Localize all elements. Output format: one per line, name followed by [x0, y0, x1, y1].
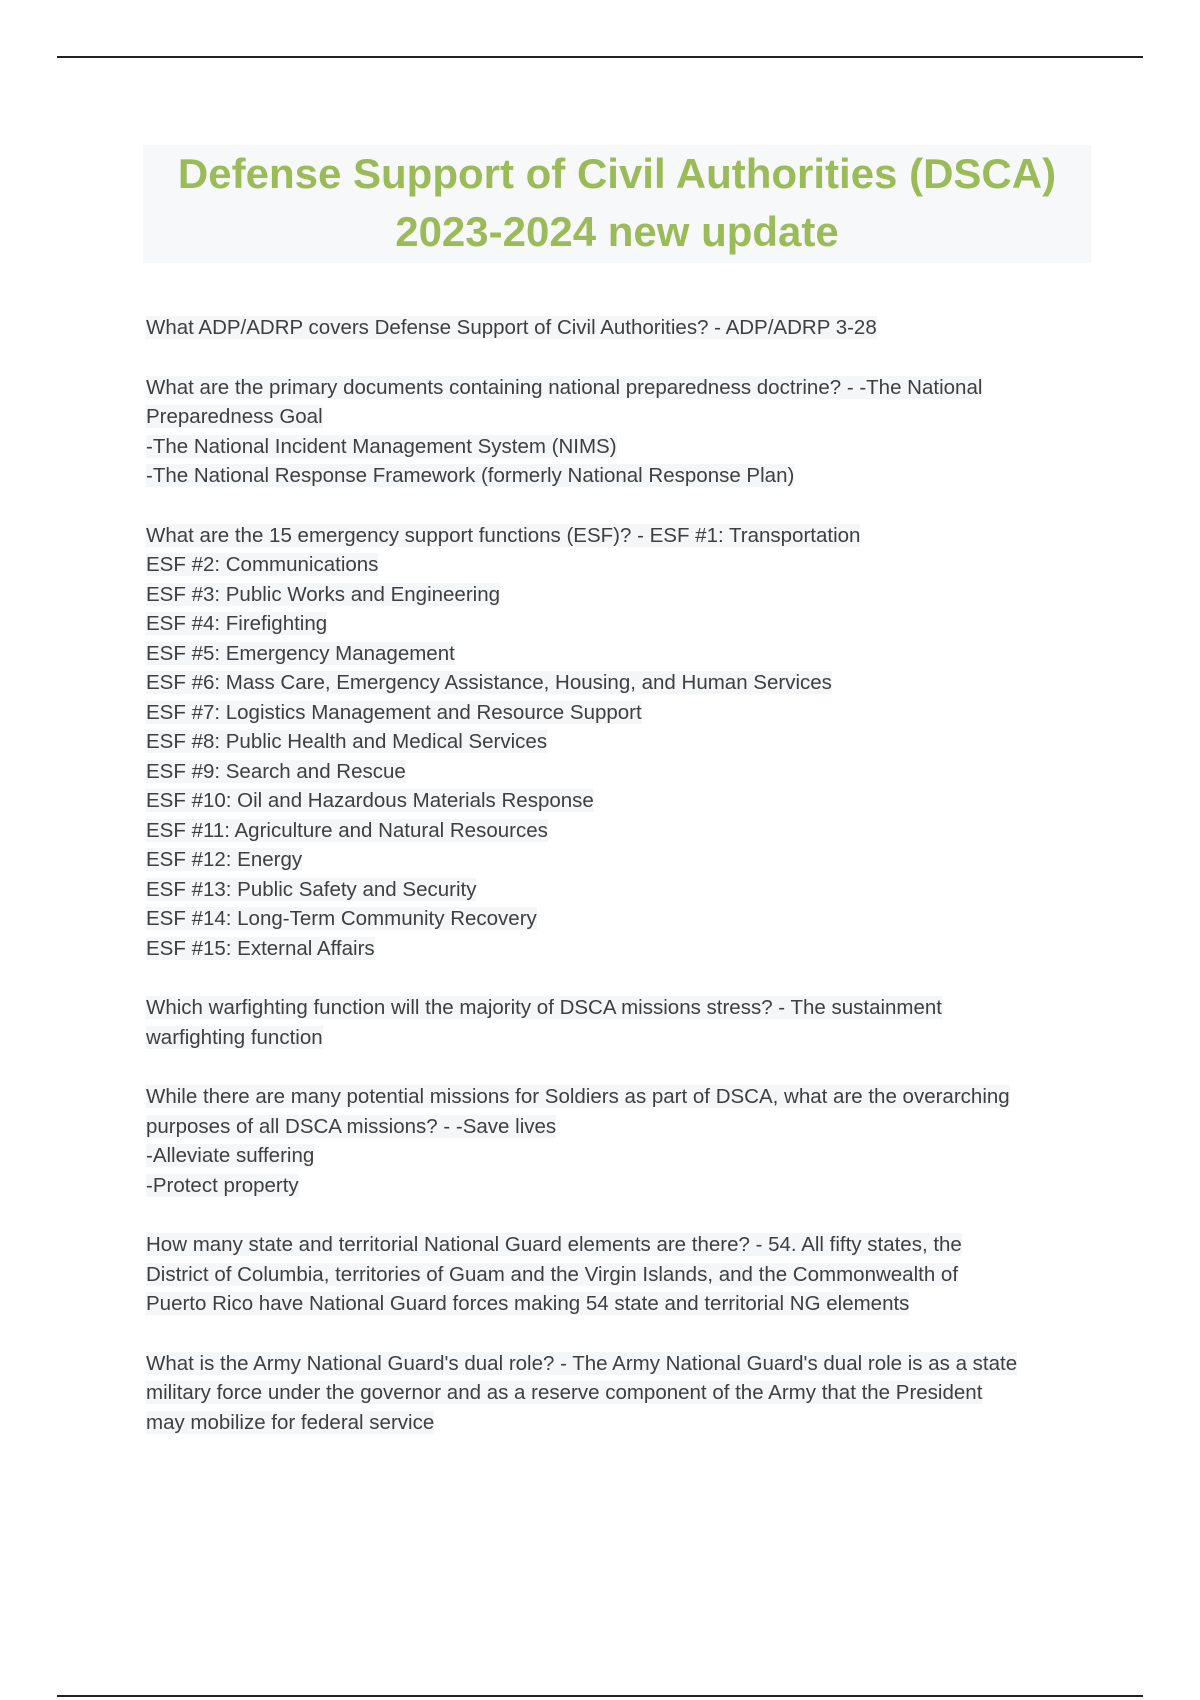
header-rule: [57, 56, 1143, 58]
text-line: warfighting function: [146, 1025, 323, 1049]
esf-line: ESF #5: Emergency Management: [146, 641, 455, 665]
esf-line: ESF #10: Oil and Hazardous Materials Response: [146, 789, 594, 812]
esf-line: ESF #14: Long-Term Community Recovery: [146, 907, 537, 930]
title-banner: [143, 145, 1091, 263]
text-line: What are the primary documents containing national preparedness doctrine? - -The National: [146, 375, 983, 399]
esf-line: ESF #6: Mass Care, Emergency Assistance, Housing, and Human Services: [146, 671, 832, 694]
text-line: purposes of all DSCA missions? - -Save lives: [146, 1114, 557, 1138]
text-line: military force under the governor and as a reserve component of the Army that the President: [146, 1381, 983, 1404]
text-line: -The National Incident Management System (NIMS): [146, 434, 617, 458]
document-title-line-2: 2023-2024 new update: [395, 208, 839, 255]
esf-line: ESF #15: External Affairs: [146, 936, 375, 960]
text-line: How many state and territorial National Guard elements are there? - 54. All fifty states, the: [146, 1233, 962, 1256]
text-line: Puerto Rico have National Guard forces making 54 state and territorial NG elements: [146, 1292, 910, 1315]
text-line: District of Columbia, territories of Guam and the Virgin Islands, and the Commonwealth of: [146, 1262, 959, 1286]
text-line: What ADP/ADRP covers Defense Support of Civil Authorities? - ADP/ADRP 3-28: [146, 316, 877, 339]
text-line: Which warfighting function will the majority of DSCA missions stress? - The sustainment: [146, 996, 943, 1019]
esf-line: ESF #12: Energy: [146, 848, 303, 871]
text-line: -The National Response Framework (formerly National Response Plan): [146, 464, 795, 487]
text-line: What are the 15 emergency support functions (ESF)? - ESF #1: Transportation: [146, 523, 861, 547]
text-line: Preparedness Goal: [146, 405, 323, 428]
esf-line: ESF #13: Public Safety and Security: [146, 877, 477, 901]
esf-line: ESF #9: Search and Rescue: [146, 759, 406, 783]
document-body: [146, 313, 1106, 1467]
document-title-line-1: Defense Support of Civil Authorities (DSCA): [177, 150, 1057, 197]
qa-item-dsca-purposes: [146, 1082, 1106, 1200]
esf-line: ESF #3: Public Works and Engineering: [146, 582, 501, 606]
qa-item-warfighting-function: [146, 993, 1106, 1052]
text-line: may mobilize for federal service: [146, 1410, 435, 1434]
qa-item-national-guard-elements: [146, 1230, 1106, 1319]
esf-line: ESF #2: Communications: [146, 553, 379, 576]
qa-item-preparedness-doctrine: [146, 373, 1106, 491]
esf-line: ESF #7: Logistics Management and Resource Support: [146, 700, 642, 724]
esf-line: ESF #11: Agriculture and Natural Resources: [146, 818, 548, 842]
text-line: While there are many potential missions for Soldiers as part of DSCA, what are the overarching: [146, 1085, 1010, 1108]
text-line: -Alleviate suffering: [146, 1144, 315, 1167]
esf-line: ESF #8: Public Health and Medical Services: [146, 730, 548, 753]
qa-item-adp: [146, 313, 1106, 343]
qa-item-dual-role: [146, 1349, 1106, 1438]
text-line: -Protect property: [146, 1173, 299, 1197]
footer-rule: [57, 1695, 1143, 1697]
qa-item-esf-list: [146, 521, 1106, 964]
esf-line: ESF #4: Firefighting: [146, 612, 328, 635]
text-line: What is the Army National Guard's dual role? - The Army National Guard's dual role is as a state: [146, 1351, 1018, 1375]
